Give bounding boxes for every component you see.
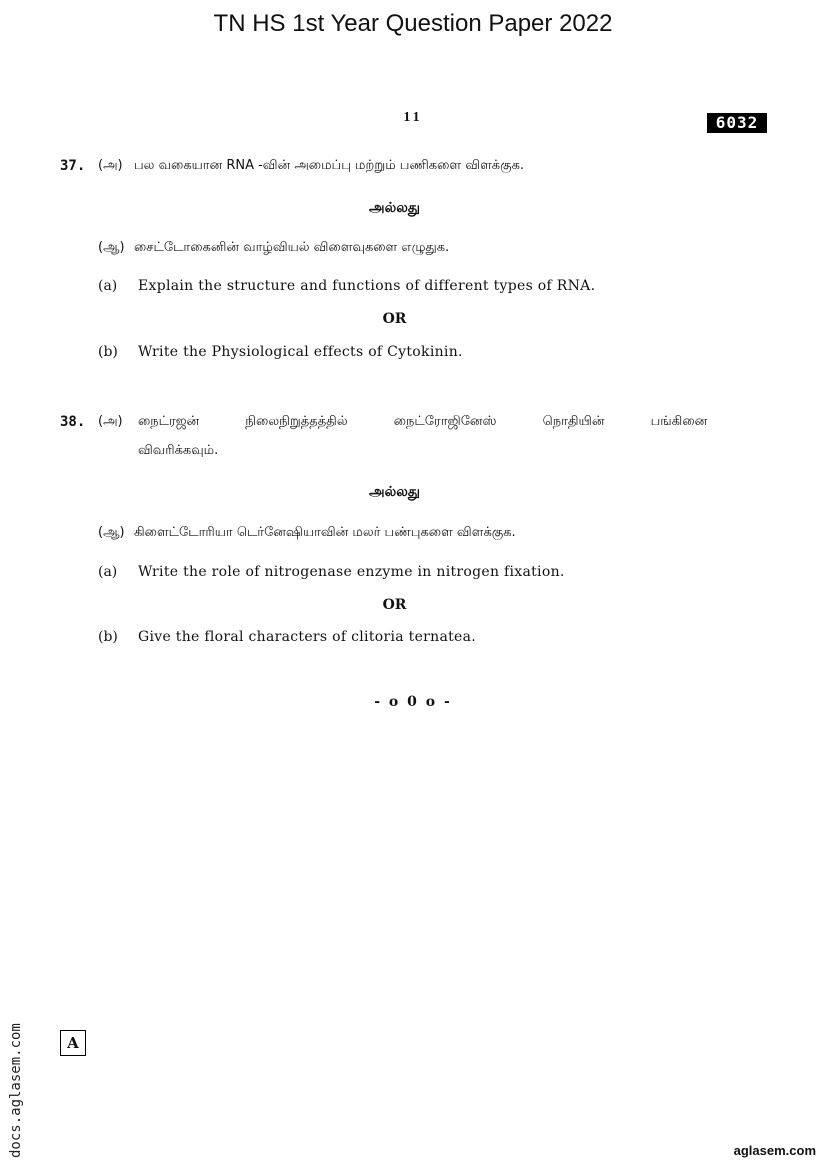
footer-brand: aglasem.com <box>733 1143 816 1158</box>
question-text: பல வகையான RNA -வின் அமைப்பு மற்றும் பணிகளை விளக்குக. <box>134 158 525 173</box>
question-text: Explain the structure and functions of different types of RNA. <box>138 278 596 294</box>
or-separator: OR <box>382 311 407 327</box>
question-number: 38. <box>60 414 86 430</box>
question-text: கிளைட்டோரியா டெர்னேஷியாவின் மலர் பண்புகளை விளக்குக. <box>134 525 516 540</box>
question-text: Give the floral characters of clitoria ternatea. <box>138 629 477 645</box>
alternative-label: அல்லது <box>369 200 420 216</box>
or-separator: OR <box>382 597 407 613</box>
paper-code-badge: 6032 <box>707 113 767 133</box>
page-number: 11 <box>403 110 423 125</box>
option-label: (ஆ) <box>98 525 125 540</box>
question-text-continued: விவரிக்கவும். <box>138 443 219 458</box>
option-label: (a) <box>98 278 118 294</box>
question-number: 37. <box>60 158 86 174</box>
version-box: A <box>60 1030 86 1056</box>
end-of-paper-mark: - o 0 o - <box>374 694 452 710</box>
option-label: (ஆ) <box>98 240 125 255</box>
question-text: Write the role of nitrogenase enzyme in nitrogen fixation. <box>138 564 565 580</box>
watermark: docs.aglasem.com <box>8 1023 24 1158</box>
option-label: (அ) <box>98 414 123 429</box>
option-label: (b) <box>98 344 118 360</box>
option-label: (b) <box>98 629 118 645</box>
alternative-label: அல்லது <box>369 484 420 500</box>
question-text: Write the Physiological effects of Cytokinin. <box>138 344 463 360</box>
question-text: சைட்டோகைனின் வாழ்வியல் விளைவுகளை எழுதுக. <box>134 240 450 255</box>
question-text: நைட்ரஜன் நிலைநிறுத்தத்தில் நைட்ரோஜினேஸ் நொதியின் பங்கினை <box>138 414 708 429</box>
option-label: (அ) <box>98 158 123 173</box>
option-label: (a) <box>98 564 118 580</box>
document-title: TN HS 1st Year Question Paper 2022 <box>213 10 613 37</box>
